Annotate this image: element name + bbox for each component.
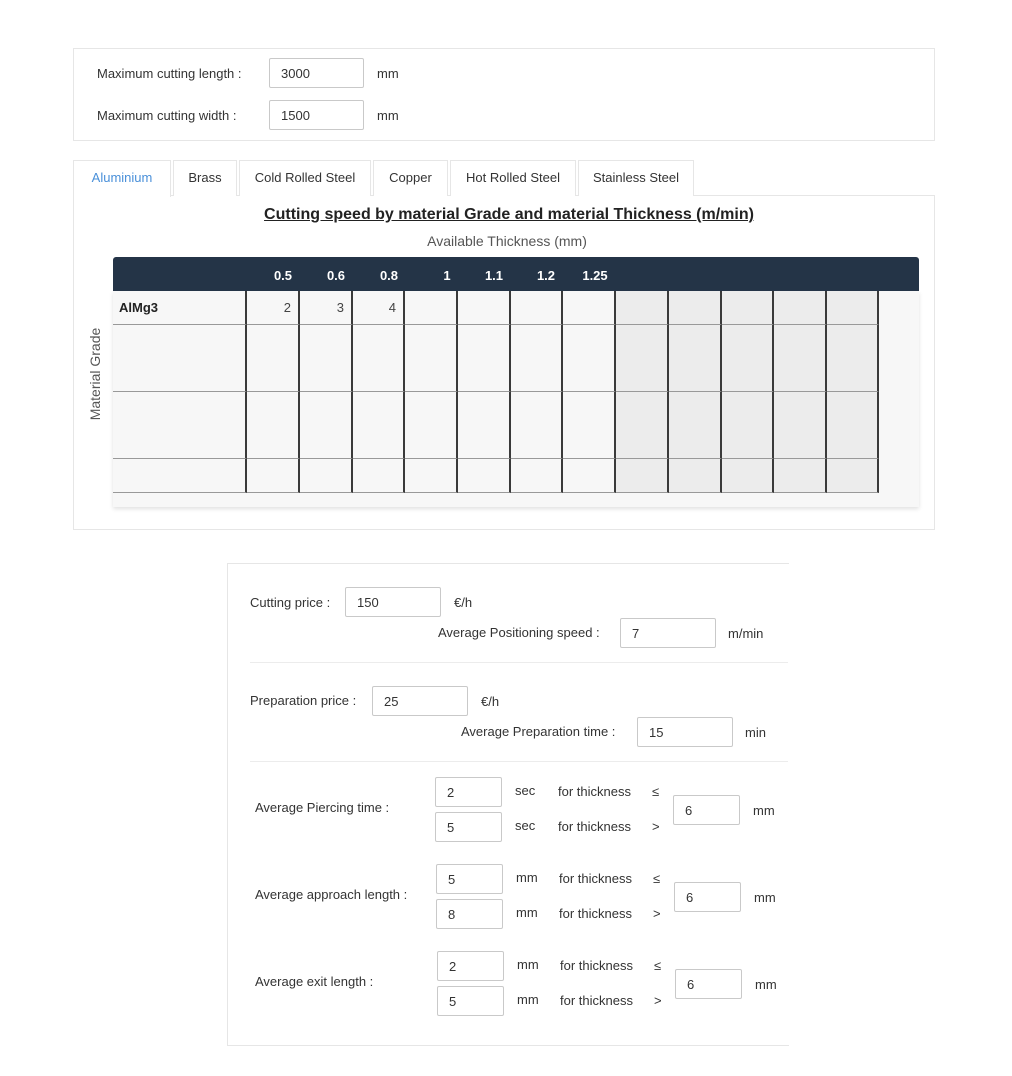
max-width-unit: mm bbox=[377, 108, 399, 123]
speed-cell[interactable] bbox=[300, 425, 353, 459]
grade-cell[interactable] bbox=[113, 425, 247, 459]
thickness-header: 0.6 bbox=[326, 268, 346, 283]
speed-cell[interactable] bbox=[300, 291, 353, 325]
preparation-time-label: Average Preparation time : bbox=[461, 724, 616, 739]
piercing-threshold-unit: mm bbox=[753, 803, 775, 818]
speed-cell[interactable] bbox=[774, 325, 827, 359]
speed-cell[interactable] bbox=[300, 358, 353, 392]
for-thickness-text: for thickness bbox=[558, 819, 631, 834]
gt-symbol: > bbox=[654, 993, 662, 1008]
speed-cell[interactable] bbox=[458, 392, 511, 426]
for-thickness-text: for thickness bbox=[560, 958, 633, 973]
speed-cell[interactable] bbox=[827, 358, 879, 392]
speed-cell[interactable] bbox=[774, 358, 827, 392]
speed-cell[interactable] bbox=[458, 291, 511, 325]
preparation-price-input[interactable] bbox=[372, 686, 468, 716]
speed-cell[interactable] bbox=[722, 392, 774, 426]
speed-cell[interactable] bbox=[669, 325, 722, 359]
speed-cell[interactable] bbox=[353, 392, 405, 426]
divider bbox=[250, 662, 788, 663]
for-thickness-text: for thickness bbox=[560, 993, 633, 1008]
preparation-time-unit: min bbox=[745, 725, 766, 740]
positioning-speed-unit: m/min bbox=[728, 626, 764, 641]
speed-cell[interactable] bbox=[247, 425, 300, 459]
exit-threshold-input[interactable] bbox=[675, 969, 742, 999]
tab-hot-rolled-steel[interactable]: Hot Rolled Steel bbox=[450, 160, 576, 196]
speed-cell[interactable] bbox=[300, 325, 353, 359]
tab-copper[interactable]: Copper bbox=[373, 160, 448, 196]
speed-value: 2 bbox=[283, 300, 291, 315]
speed-cell[interactable] bbox=[353, 358, 405, 392]
speed-cell[interactable] bbox=[353, 459, 405, 493]
preparation-time-input[interactable] bbox=[637, 717, 733, 747]
cutting-price-input[interactable] bbox=[345, 587, 441, 617]
speed-cell[interactable] bbox=[405, 291, 458, 325]
speed-value: 3 bbox=[336, 300, 344, 315]
speed-cell[interactable] bbox=[722, 459, 774, 493]
max-length-label: Maximum cutting length : bbox=[97, 66, 242, 81]
speed-cell[interactable] bbox=[563, 425, 616, 459]
piercing-time-label: Average Piercing time : bbox=[255, 800, 390, 815]
speed-cell[interactable] bbox=[669, 425, 722, 459]
speed-cell[interactable] bbox=[405, 425, 458, 459]
speed-cell[interactable] bbox=[827, 425, 879, 459]
speed-cell[interactable] bbox=[616, 325, 669, 359]
speed-cell[interactable] bbox=[405, 392, 458, 426]
speed-cell[interactable] bbox=[563, 459, 616, 493]
gt-symbol: > bbox=[653, 906, 661, 921]
grade-cell[interactable] bbox=[113, 291, 247, 325]
tab-stainless-steel[interactable]: Stainless Steel bbox=[578, 160, 694, 196]
positioning-speed-input[interactable] bbox=[620, 618, 716, 648]
for-thickness-text: for thickness bbox=[559, 906, 632, 921]
speed-cell[interactable] bbox=[247, 392, 300, 426]
speed-cell[interactable] bbox=[563, 392, 616, 426]
speed-cell[interactable] bbox=[563, 358, 616, 392]
piercing-time-gt-input[interactable] bbox=[435, 812, 502, 842]
max-length-input[interactable] bbox=[269, 58, 364, 88]
divider bbox=[250, 761, 788, 762]
exit-length-label: Average exit length : bbox=[255, 974, 374, 989]
speed-cell[interactable] bbox=[774, 425, 827, 459]
speed-cell[interactable] bbox=[458, 425, 511, 459]
thickness-header: 1.2 bbox=[536, 268, 556, 283]
speed-cell[interactable] bbox=[827, 459, 879, 493]
speed-cell[interactable] bbox=[616, 392, 669, 426]
speed-cell[interactable] bbox=[774, 392, 827, 426]
approach-threshold-unit: mm bbox=[754, 890, 776, 905]
cutting-limits-panel bbox=[73, 48, 935, 141]
piercing-threshold-input[interactable] bbox=[673, 795, 740, 825]
speed-cell[interactable] bbox=[616, 425, 669, 459]
speed-cell[interactable] bbox=[511, 392, 563, 426]
speed-cell[interactable] bbox=[458, 459, 511, 493]
speed-cell[interactable] bbox=[353, 291, 405, 325]
speed-cell[interactable] bbox=[458, 358, 511, 392]
grade-cell[interactable] bbox=[113, 459, 247, 493]
preparation-price-label: Preparation price : bbox=[250, 693, 357, 708]
speed-cell[interactable] bbox=[774, 291, 827, 325]
speed-cell[interactable] bbox=[669, 358, 722, 392]
preparation-price-unit: €/h bbox=[481, 694, 500, 709]
grade-cell[interactable] bbox=[113, 358, 247, 392]
speed-cell[interactable] bbox=[458, 325, 511, 359]
for-thickness-text: for thickness bbox=[558, 784, 631, 799]
speed-cell[interactable] bbox=[563, 291, 616, 325]
speed-cell[interactable] bbox=[247, 459, 300, 493]
approach-length-le-input[interactable] bbox=[436, 864, 503, 894]
tab-brass[interactable]: Brass bbox=[173, 160, 237, 196]
speed-cell[interactable] bbox=[722, 325, 774, 359]
cutting-price-label: Cutting price : bbox=[250, 595, 331, 610]
speed-cell[interactable] bbox=[774, 459, 827, 493]
approach-length-gt-unit: mm bbox=[516, 905, 538, 920]
thickness-header: 1.25 bbox=[582, 268, 608, 283]
piercing-time-gt-unit: sec bbox=[515, 818, 536, 833]
speed-cell[interactable] bbox=[827, 392, 879, 426]
approach-length-le-unit: mm bbox=[516, 870, 538, 885]
thickness-header: 1 bbox=[443, 268, 451, 283]
speed-cell[interactable] bbox=[616, 459, 669, 493]
tab-aluminium[interactable]: Aluminium bbox=[73, 160, 171, 197]
speed-cell[interactable] bbox=[405, 459, 458, 493]
speed-cell[interactable] bbox=[616, 358, 669, 392]
speed-cell[interactable] bbox=[669, 291, 722, 325]
speed-cell[interactable] bbox=[616, 291, 669, 325]
le-symbol: ≤ bbox=[653, 871, 661, 886]
speed-cell[interactable] bbox=[722, 425, 774, 459]
grade-cell[interactable] bbox=[113, 392, 247, 426]
tab-cold-rolled-steel[interactable]: Cold Rolled Steel bbox=[239, 160, 371, 196]
thickness-header-row bbox=[113, 257, 919, 291]
thickness-caption: Available Thickness (mm) bbox=[427, 233, 587, 249]
speed-cell[interactable] bbox=[511, 425, 563, 459]
speed-cell[interactable] bbox=[511, 358, 563, 392]
gt-symbol: > bbox=[652, 819, 660, 834]
material-grade-axis-label: Material Grade bbox=[87, 327, 103, 421]
speed-cell[interactable] bbox=[405, 358, 458, 392]
speed-cell[interactable] bbox=[247, 325, 300, 359]
for-thickness-text: for thickness bbox=[559, 871, 632, 886]
max-width-label: Maximum cutting width : bbox=[97, 108, 237, 123]
approach-length-gt-input[interactable] bbox=[436, 899, 503, 929]
cutting-price-unit: €/h bbox=[454, 595, 473, 610]
speed-cell[interactable] bbox=[353, 325, 405, 359]
approach-threshold-input[interactable] bbox=[674, 882, 741, 912]
exit-length-gt-input[interactable] bbox=[437, 986, 504, 1016]
speed-cell[interactable] bbox=[827, 291, 879, 325]
speed-cell[interactable] bbox=[300, 392, 353, 426]
positioning-speed-label: Average Positioning speed : bbox=[438, 625, 600, 640]
thickness-header: 0.8 bbox=[379, 268, 399, 283]
speed-cell[interactable] bbox=[247, 358, 300, 392]
grid-title: Cutting speed by material Grade and material Thickness (m/min) bbox=[264, 206, 754, 223]
piercing-time-le-unit: sec bbox=[515, 783, 536, 798]
speed-value: 4 bbox=[388, 300, 396, 315]
grade-name: AlMg3 bbox=[119, 300, 158, 315]
speed-cell[interactable] bbox=[563, 325, 616, 359]
speed-cell[interactable] bbox=[405, 325, 458, 359]
exit-length-le-input[interactable] bbox=[437, 951, 504, 981]
le-symbol: ≤ bbox=[654, 958, 662, 973]
speed-cell[interactable] bbox=[300, 459, 353, 493]
le-symbol: ≤ bbox=[652, 784, 660, 799]
max-length-unit: mm bbox=[377, 66, 399, 81]
speed-cell[interactable] bbox=[353, 425, 405, 459]
speed-cell[interactable] bbox=[669, 459, 722, 493]
speed-cell[interactable] bbox=[722, 358, 774, 392]
thickness-header: 1.1 bbox=[484, 268, 504, 283]
exit-length-le-unit: mm bbox=[517, 957, 539, 972]
exit-threshold-unit: mm bbox=[755, 977, 777, 992]
speed-cell[interactable] bbox=[247, 291, 300, 325]
exit-length-gt-unit: mm bbox=[517, 992, 539, 1007]
speed-cell[interactable] bbox=[722, 291, 774, 325]
approach-length-label: Average approach length : bbox=[255, 887, 408, 902]
speed-cell[interactable] bbox=[669, 392, 722, 426]
max-width-input[interactable] bbox=[269, 100, 364, 130]
thickness-header: 0.5 bbox=[273, 268, 293, 283]
grade-cell[interactable] bbox=[113, 325, 247, 359]
speed-cell[interactable] bbox=[827, 325, 879, 359]
speed-cell[interactable] bbox=[511, 459, 563, 493]
piercing-time-le-input[interactable] bbox=[435, 777, 502, 807]
speed-cell[interactable] bbox=[511, 291, 563, 325]
speed-cell[interactable] bbox=[511, 325, 563, 359]
